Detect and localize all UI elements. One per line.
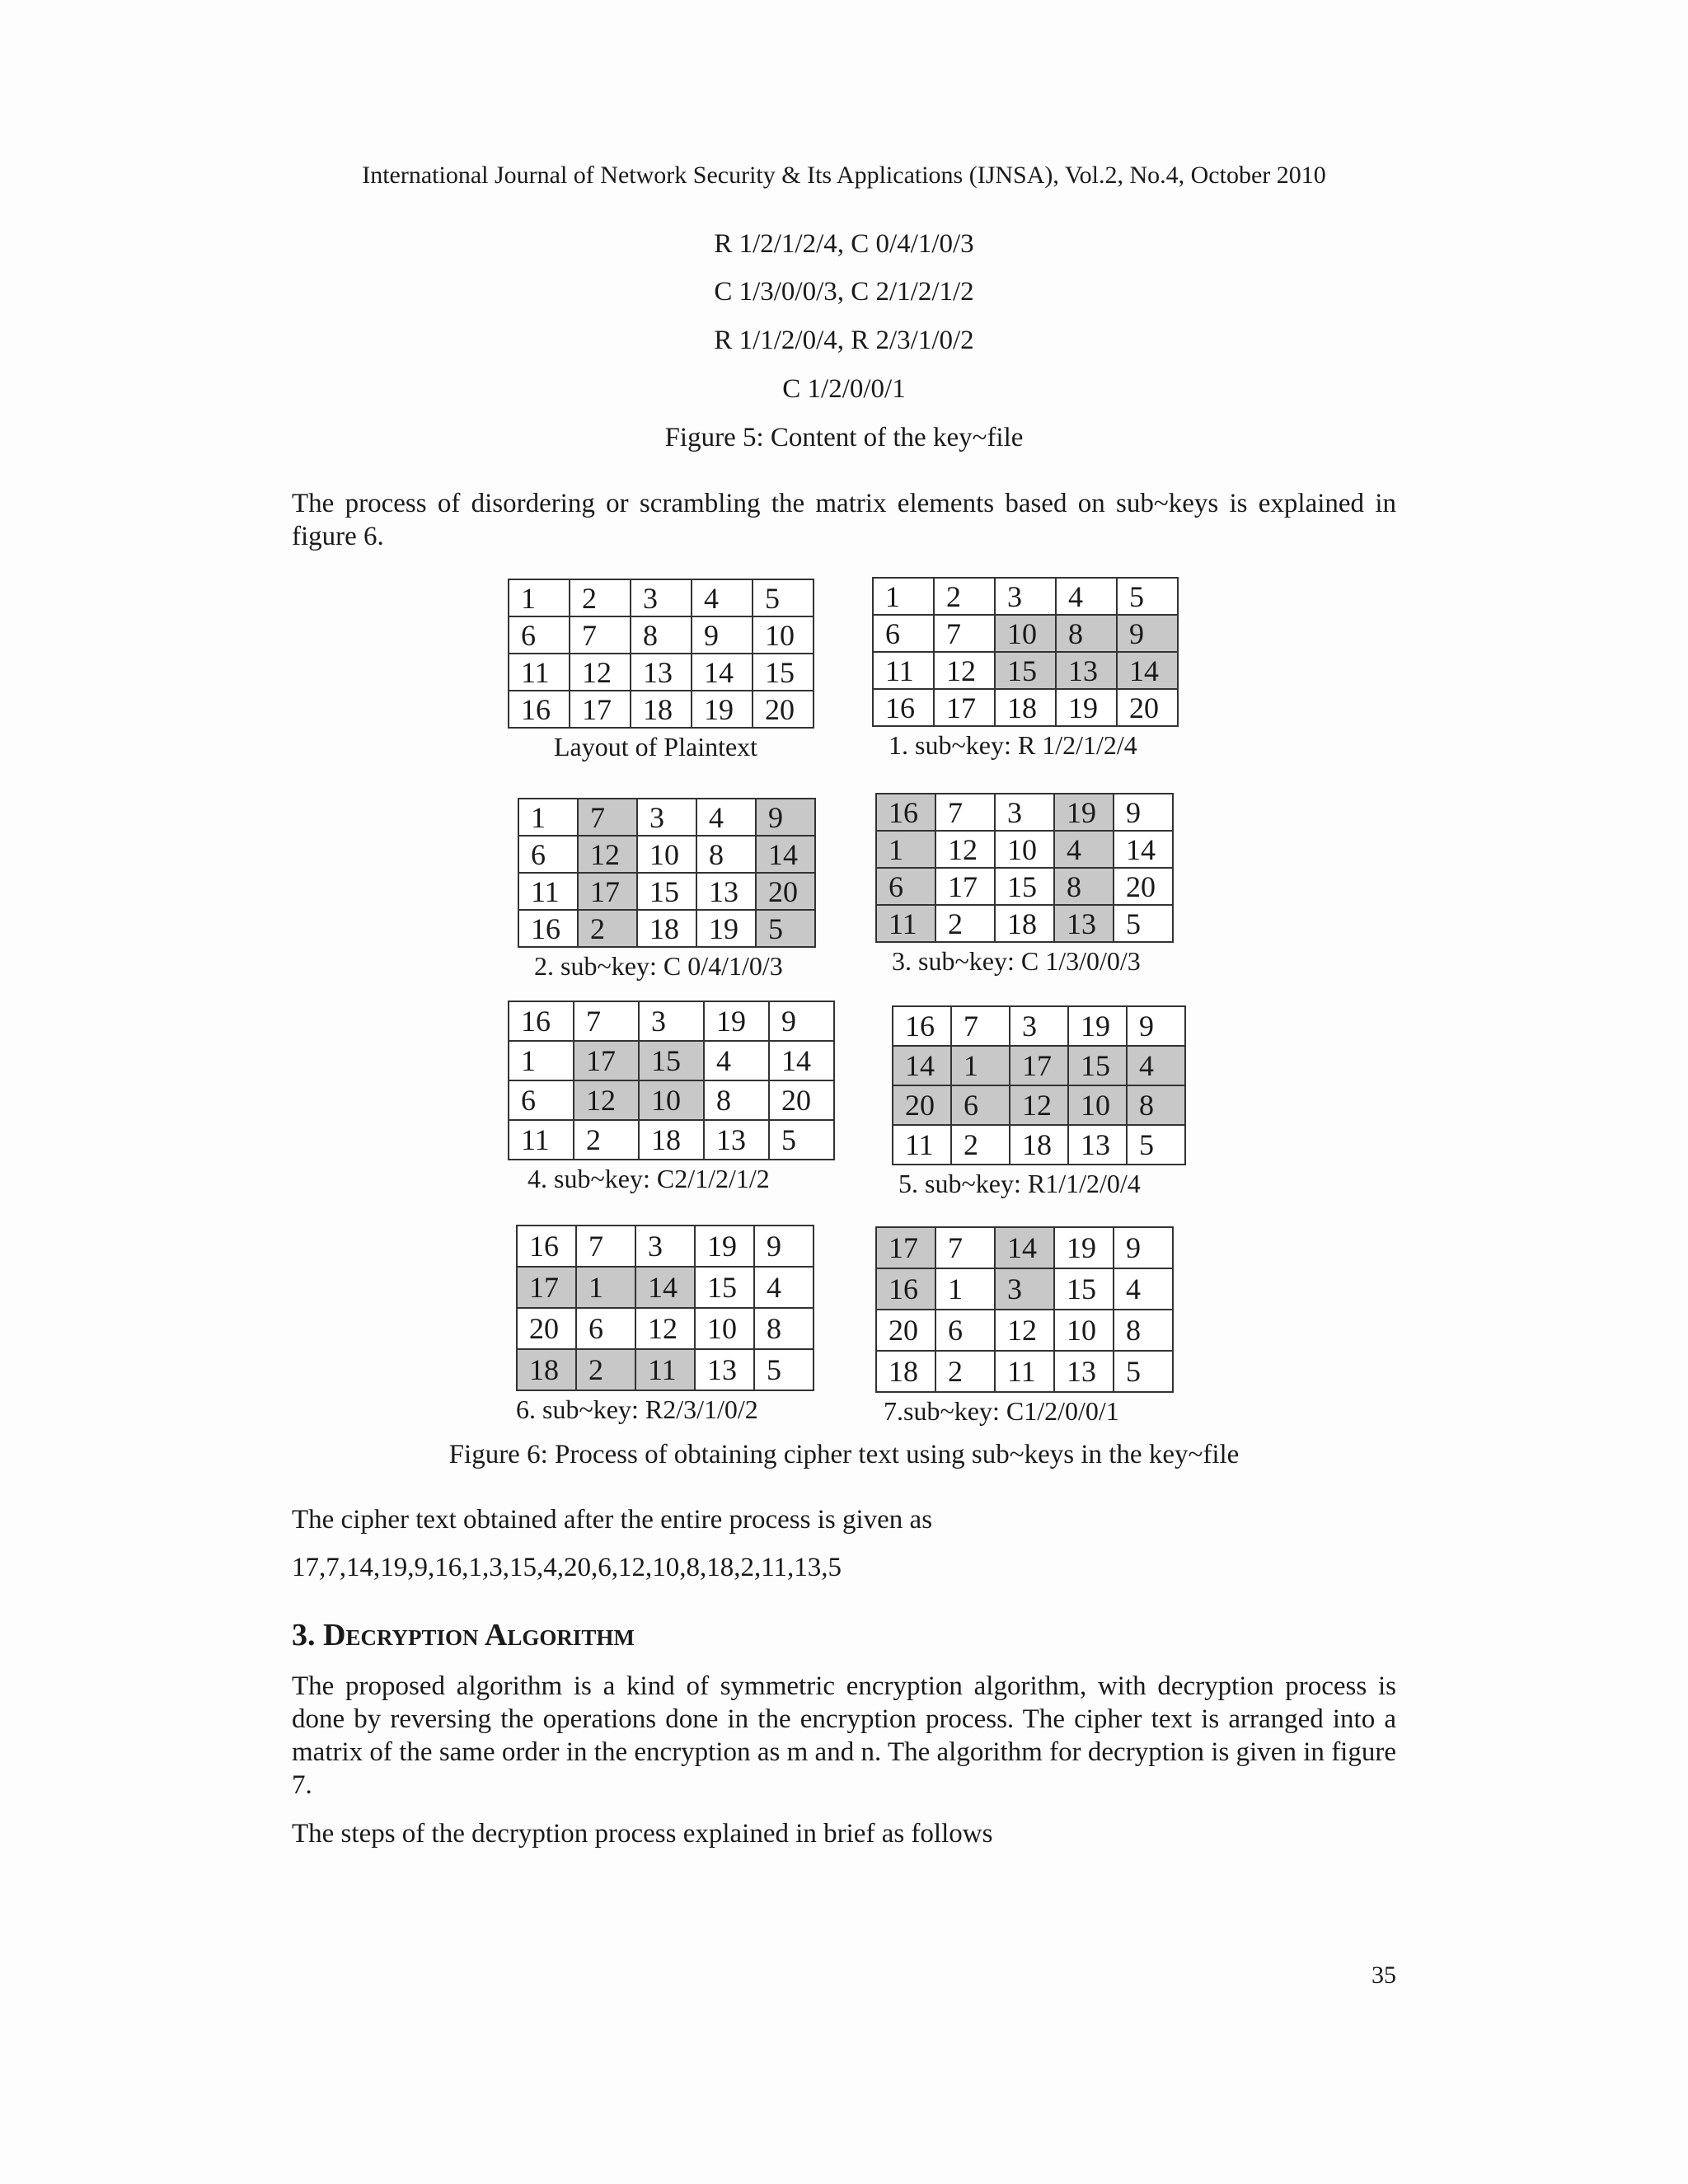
matrix-row bbox=[876, 831, 1173, 868]
matrix-table bbox=[516, 1225, 814, 1391]
matrix-cell: 5 bbox=[1127, 1125, 1185, 1165]
matrix-cell: 14 bbox=[1114, 831, 1173, 868]
matrix-cell: 4 bbox=[696, 799, 756, 836]
matrix-cell: 4 bbox=[1056, 578, 1117, 615]
matrix-cell: 6 bbox=[518, 836, 578, 873]
cipher-text: 17,7,14,19,9,16,1,3,15,4,20,6,12,10,8,18,2,11,13,5 bbox=[292, 1553, 842, 1582]
matrix-row bbox=[509, 1120, 834, 1160]
matrix-cell-highlighted: 15 bbox=[1068, 1046, 1127, 1085]
figure5-caption: Figure 5: Content of the key~file bbox=[664, 423, 1024, 452]
matrix-cell-highlighted: 20 bbox=[756, 873, 815, 910]
matrix-cell: 17 bbox=[934, 689, 995, 726]
matrix-row bbox=[518, 799, 815, 836]
matrix-subkey-5 bbox=[892, 1005, 1186, 1199]
matrix-cell: 7 bbox=[951, 1006, 1010, 1046]
matrix-cell: 6 bbox=[509, 1080, 574, 1120]
page-number: 35 bbox=[1372, 1961, 1396, 1989]
matrix-cell: 12 bbox=[635, 1308, 695, 1349]
matrix-cell: 6 bbox=[509, 616, 570, 654]
matrix-cell: 2 bbox=[935, 905, 995, 942]
matrix-cell: 20 bbox=[876, 1310, 935, 1351]
matrix-cell: 20 bbox=[517, 1308, 576, 1349]
matrix-cell-highlighted: 16 bbox=[876, 794, 935, 831]
key-file-line: R 1/2/1/2/4, C 0/4/1/0/3 bbox=[714, 229, 974, 259]
matrix-cell-highlighted: 1 bbox=[951, 1046, 1010, 1085]
matrix-table bbox=[508, 1001, 835, 1160]
matrix-cell: 11 bbox=[995, 1351, 1054, 1392]
matrix-cell: 7 bbox=[934, 615, 995, 652]
matrix-cell: 18 bbox=[637, 910, 696, 947]
matrix-cell: 9 bbox=[1114, 794, 1173, 831]
matrix-row bbox=[876, 1268, 1173, 1310]
matrix-cell: 14 bbox=[769, 1041, 834, 1080]
paragraph-steps: The steps of the decryption process explained in brief as follows bbox=[292, 1819, 993, 1849]
matrix-cell: 9 bbox=[754, 1226, 814, 1267]
matrix-cell: 12 bbox=[570, 654, 631, 691]
matrix-table bbox=[872, 577, 1179, 727]
matrix-cell: 8 bbox=[754, 1308, 814, 1349]
matrix-cell: 11 bbox=[518, 873, 578, 910]
matrix-row bbox=[518, 836, 815, 873]
matrix-cell: 7 bbox=[576, 1226, 635, 1267]
matrix-cell: 5 bbox=[1114, 1351, 1173, 1392]
matrix-cell: 3 bbox=[639, 1001, 704, 1041]
matrix-cell: 20 bbox=[1117, 689, 1178, 726]
matrix-cell-highlighted: 10 bbox=[995, 615, 1056, 652]
matrix-cell: 4 bbox=[754, 1267, 814, 1308]
section-number: 3. bbox=[292, 1618, 316, 1652]
matrix-cell-highlighted: 11 bbox=[635, 1349, 695, 1390]
matrix-row bbox=[509, 579, 814, 616]
matrix-cell-highlighted: 9 bbox=[1117, 615, 1178, 652]
matrix-cell: 13 bbox=[1068, 1125, 1127, 1165]
matrix-cell: 5 bbox=[1114, 905, 1173, 942]
matrix-cell: 8 bbox=[696, 836, 756, 873]
matrix-cell: 12 bbox=[995, 1310, 1054, 1351]
matrix-cell: 19 bbox=[1068, 1006, 1127, 1046]
matrix-plaintext-layout bbox=[508, 579, 814, 762]
matrix-cell-highlighted: 4 bbox=[1054, 831, 1114, 868]
matrix-cell: 15 bbox=[753, 654, 814, 691]
matrix-cell: 18 bbox=[995, 905, 1054, 942]
matrix-cell: 16 bbox=[509, 691, 570, 728]
matrix-label: 2. sub~key: C 0/4/1/0/3 bbox=[534, 951, 783, 981]
figure6-caption: Figure 6: Process of obtaining cipher text using sub~keys in the key~file bbox=[448, 1440, 1240, 1469]
matrix-cell-highlighted: 2 bbox=[578, 910, 637, 947]
matrix-row bbox=[509, 616, 814, 654]
matrix-cell-highlighted: 9 bbox=[756, 799, 815, 836]
matrix-cell: 16 bbox=[518, 910, 578, 947]
matrix-cell: 18 bbox=[631, 691, 692, 728]
matrix-cell: 1 bbox=[518, 799, 578, 836]
matrix-cell: 3 bbox=[637, 799, 696, 836]
matrix-row bbox=[873, 652, 1178, 689]
matrix-cell-highlighted: 13 bbox=[1056, 652, 1117, 689]
matrix-cell-highlighted: 10 bbox=[1068, 1085, 1127, 1125]
matrix-subkey-7 bbox=[875, 1226, 1174, 1427]
matrix-cell: 10 bbox=[695, 1308, 754, 1349]
matrix-table bbox=[508, 579, 814, 729]
matrix-cell: 8 bbox=[1114, 1310, 1173, 1351]
matrix-label: 6. sub~key: R2/3/1/0/2 bbox=[516, 1394, 758, 1424]
matrix-cell-highlighted: 14 bbox=[995, 1227, 1054, 1268]
matrix-cell-highlighted: 8 bbox=[1127, 1085, 1185, 1125]
matrix-row bbox=[509, 1001, 834, 1041]
matrix-row bbox=[893, 1125, 1185, 1165]
matrix-cell-highlighted: 8 bbox=[1056, 615, 1117, 652]
matrix-cell-highlighted: 1 bbox=[576, 1267, 635, 1308]
matrix-row bbox=[873, 615, 1178, 652]
matrix-cell-highlighted: 1 bbox=[876, 831, 935, 868]
matrix-cell: 11 bbox=[509, 1120, 574, 1160]
matrix-row bbox=[876, 794, 1173, 831]
matrix-row bbox=[509, 691, 814, 728]
matrix-cell: 7 bbox=[935, 1227, 995, 1268]
matrix-cell: 17 bbox=[570, 691, 631, 728]
matrix-label: 1. sub~key: R 1/2/1/2/4 bbox=[889, 730, 1137, 760]
matrix-cell-highlighted: 4 bbox=[1127, 1046, 1185, 1085]
matrix-cell: 19 bbox=[1054, 1227, 1114, 1268]
matrix-cell-highlighted: 14 bbox=[756, 836, 815, 873]
matrix-cell: 17 bbox=[935, 868, 995, 905]
matrix-subkey-4 bbox=[508, 1001, 835, 1194]
matrix-cell: 7 bbox=[935, 794, 995, 831]
matrix-label: 5. sub~key: R1/1/2/0/4 bbox=[898, 1169, 1141, 1198]
matrix-row bbox=[517, 1267, 814, 1308]
matrix-cell-highlighted: 5 bbox=[756, 910, 815, 947]
matrix-cell: 9 bbox=[692, 616, 753, 654]
matrix-cell: 2 bbox=[934, 578, 995, 615]
matrix-cell: 2 bbox=[574, 1120, 639, 1160]
matrix-cell: 15 bbox=[637, 873, 696, 910]
matrix-cell: 14 bbox=[692, 654, 753, 691]
matrix-row bbox=[876, 1351, 1173, 1392]
matrix-cell: 3 bbox=[995, 794, 1054, 831]
matrix-table bbox=[892, 1005, 1186, 1165]
matrix-cell: 3 bbox=[635, 1226, 695, 1267]
matrix-subkey-1 bbox=[872, 577, 1179, 761]
matrix-row bbox=[876, 905, 1173, 942]
matrix-cell: 13 bbox=[696, 873, 756, 910]
matrix-cell: 20 bbox=[769, 1080, 834, 1120]
key-file-line: R 1/1/2/0/4, R 2/3/1/0/2 bbox=[714, 326, 974, 355]
matrix-table bbox=[518, 798, 816, 948]
matrix-cell: 11 bbox=[873, 652, 934, 689]
key-file-line: C 1/2/0/0/1 bbox=[782, 374, 906, 404]
matrix-cell-highlighted: 17 bbox=[574, 1041, 639, 1080]
matrix-cell-highlighted: 15 bbox=[639, 1041, 704, 1080]
matrix-row bbox=[509, 1080, 834, 1120]
matrix-cell: 15 bbox=[995, 868, 1054, 905]
matrix-cell: 13 bbox=[695, 1349, 754, 1390]
matrix-row bbox=[873, 578, 1178, 615]
matrix-cell-highlighted: 18 bbox=[517, 1349, 576, 1390]
matrix-cell: 5 bbox=[769, 1120, 834, 1160]
matrix-cell: 6 bbox=[873, 615, 934, 652]
matrix-cell: 10 bbox=[995, 831, 1054, 868]
matrix-cell-highlighted: 14 bbox=[635, 1267, 695, 1308]
matrix-cell: 4 bbox=[1114, 1268, 1173, 1310]
matrix-cell: 13 bbox=[631, 654, 692, 691]
matrix-cell-highlighted: 3 bbox=[995, 1268, 1054, 1310]
matrix-cell-highlighted: 14 bbox=[1117, 652, 1178, 689]
matrix-cell: 11 bbox=[509, 654, 570, 691]
matrix-cell: 4 bbox=[692, 579, 753, 616]
matrix-cell: 15 bbox=[1054, 1268, 1114, 1310]
matrix-cell: 1 bbox=[935, 1268, 995, 1310]
matrix-cell-highlighted: 6 bbox=[876, 868, 935, 905]
matrix-cell-highlighted: 17 bbox=[578, 873, 637, 910]
matrix-cell: 3 bbox=[1010, 1006, 1068, 1046]
matrix-cell: 5 bbox=[1117, 578, 1178, 615]
matrix-cell-highlighted: 20 bbox=[893, 1085, 951, 1125]
matrix-row bbox=[517, 1226, 814, 1267]
matrix-row bbox=[509, 1041, 834, 1080]
matrix-cell: 6 bbox=[935, 1310, 995, 1351]
matrix-cell: 19 bbox=[696, 910, 756, 947]
matrix-row bbox=[517, 1349, 814, 1390]
matrix-cell-highlighted: 13 bbox=[1054, 905, 1114, 942]
matrix-table bbox=[875, 1226, 1174, 1393]
matrix-label: 3. sub~key: C 1/3/0/0/3 bbox=[892, 946, 1141, 976]
matrix-cell: 15 bbox=[695, 1267, 754, 1308]
matrix-cell: 10 bbox=[637, 836, 696, 873]
matrix-cell: 9 bbox=[769, 1001, 834, 1041]
matrix-cell: 20 bbox=[1114, 868, 1173, 905]
matrix-cell: 19 bbox=[695, 1226, 754, 1267]
matrix-row bbox=[876, 868, 1173, 905]
matrix-cell-highlighted: 11 bbox=[876, 905, 935, 942]
matrix-cell-highlighted: 10 bbox=[639, 1080, 704, 1120]
matrix-row bbox=[876, 1310, 1173, 1351]
matrix-subkey-3 bbox=[875, 793, 1174, 977]
matrix-cell: 3 bbox=[631, 579, 692, 616]
matrix-cell: 8 bbox=[704, 1080, 769, 1120]
matrix-cell-highlighted: 7 bbox=[578, 799, 637, 836]
matrix-cell-highlighted: 17 bbox=[517, 1267, 576, 1308]
matrix-cell: 2 bbox=[951, 1125, 1010, 1165]
matrix-cell: 20 bbox=[753, 691, 814, 728]
matrix-cell: 9 bbox=[1127, 1006, 1185, 1046]
matrix-cell: 16 bbox=[509, 1001, 574, 1041]
matrix-cell: 16 bbox=[893, 1006, 951, 1046]
matrix-row bbox=[518, 873, 815, 910]
matrix-cell: 19 bbox=[692, 691, 753, 728]
matrix-cell: 10 bbox=[1054, 1310, 1114, 1351]
paragraph-decryption: The proposed algorithm is a kind of symmetric encryption algorithm, with decryption process is done by reversing the operations done in the encryption process. The cipher text is arranged into a matrix of the same order in the encryption as m and n. The algorithm for decryption is given in figure 7. bbox=[292, 1671, 1396, 1800]
matrix-cell-highlighted: 14 bbox=[893, 1046, 951, 1085]
matrix-cell: 1 bbox=[509, 579, 570, 616]
matrix-cell: 18 bbox=[995, 689, 1056, 726]
matrix-row bbox=[873, 689, 1178, 726]
matrix-cell-highlighted: 17 bbox=[1010, 1046, 1068, 1085]
matrix-cell: 4 bbox=[704, 1041, 769, 1080]
matrix-row bbox=[517, 1308, 814, 1349]
paragraph-cipher-intro: The cipher text obtained after the entire process is given as bbox=[292, 1505, 933, 1535]
matrix-cell: 19 bbox=[704, 1001, 769, 1041]
matrix-cell: 1 bbox=[873, 578, 934, 615]
matrix-cell: 13 bbox=[704, 1120, 769, 1160]
section-title: Decryption Algorithm bbox=[323, 1618, 635, 1652]
matrix-cell: 9 bbox=[1114, 1227, 1173, 1268]
matrix-row bbox=[893, 1085, 1185, 1125]
matrix-subkey-2 bbox=[518, 798, 816, 982]
matrix-cell: 12 bbox=[935, 831, 995, 868]
matrix-cell: 5 bbox=[754, 1349, 814, 1390]
matrix-cell-highlighted: 19 bbox=[1054, 794, 1114, 831]
matrix-cell: 18 bbox=[1010, 1125, 1068, 1165]
matrix-cell: 19 bbox=[1056, 689, 1117, 726]
paragraph-intro-figure6: The process of disordering or scrambling the matrix elements based on sub~keys is explained in figure 6. bbox=[292, 489, 1396, 551]
matrix-label: Layout of Plaintext bbox=[554, 732, 758, 762]
matrix-row bbox=[893, 1046, 1185, 1085]
matrix-label: 7.sub~key: C1/2/0/0/1 bbox=[884, 1396, 1119, 1426]
matrix-cell-highlighted: 6 bbox=[951, 1085, 1010, 1125]
matrix-cell-highlighted: 17 bbox=[876, 1227, 935, 1268]
matrix-cell: 16 bbox=[873, 689, 934, 726]
matrix-cell: 1 bbox=[509, 1041, 574, 1080]
matrix-label: 4. sub~key: C2/1/2/1/2 bbox=[528, 1164, 770, 1193]
matrix-cell-highlighted: 12 bbox=[574, 1080, 639, 1120]
matrix-cell: 12 bbox=[934, 652, 995, 689]
matrix-cell: 2 bbox=[570, 579, 631, 616]
matrix-cell: 8 bbox=[631, 616, 692, 654]
matrix-cell: 18 bbox=[876, 1351, 935, 1392]
journal-header: International Journal of Network Security & Its Applications (IJNSA), Vol.2, No.4, October 2010 bbox=[362, 162, 1326, 189]
matrix-cell-highlighted: 12 bbox=[1010, 1085, 1068, 1125]
matrix-cell: 7 bbox=[570, 616, 631, 654]
matrix-row bbox=[518, 910, 815, 947]
matrix-cell: 7 bbox=[574, 1001, 639, 1041]
matrix-table bbox=[875, 793, 1174, 943]
matrix-cell: 16 bbox=[517, 1226, 576, 1267]
matrix-row bbox=[893, 1006, 1185, 1046]
matrix-cell-highlighted: 8 bbox=[1054, 868, 1114, 905]
key-file-line: C 1/3/0/0/3, C 2/1/2/1/2 bbox=[714, 277, 974, 307]
matrix-cell: 13 bbox=[1054, 1351, 1114, 1392]
matrix-cell: 6 bbox=[576, 1308, 635, 1349]
matrix-cell: 18 bbox=[639, 1120, 704, 1160]
matrix-subkey-6 bbox=[516, 1225, 814, 1425]
matrix-cell: 11 bbox=[893, 1125, 951, 1165]
matrix-row bbox=[876, 1227, 1173, 1268]
section-heading bbox=[292, 1617, 635, 1653]
matrix-cell-highlighted: 16 bbox=[876, 1268, 935, 1310]
matrix-cell-highlighted: 2 bbox=[576, 1349, 635, 1390]
matrix-cell: 3 bbox=[995, 578, 1056, 615]
matrix-cell: 10 bbox=[753, 616, 814, 654]
matrix-cell-highlighted: 12 bbox=[578, 836, 637, 873]
matrix-row bbox=[509, 654, 814, 691]
matrix-cell-highlighted: 15 bbox=[995, 652, 1056, 689]
matrix-cell: 2 bbox=[935, 1351, 995, 1392]
matrix-cell: 5 bbox=[753, 579, 814, 616]
